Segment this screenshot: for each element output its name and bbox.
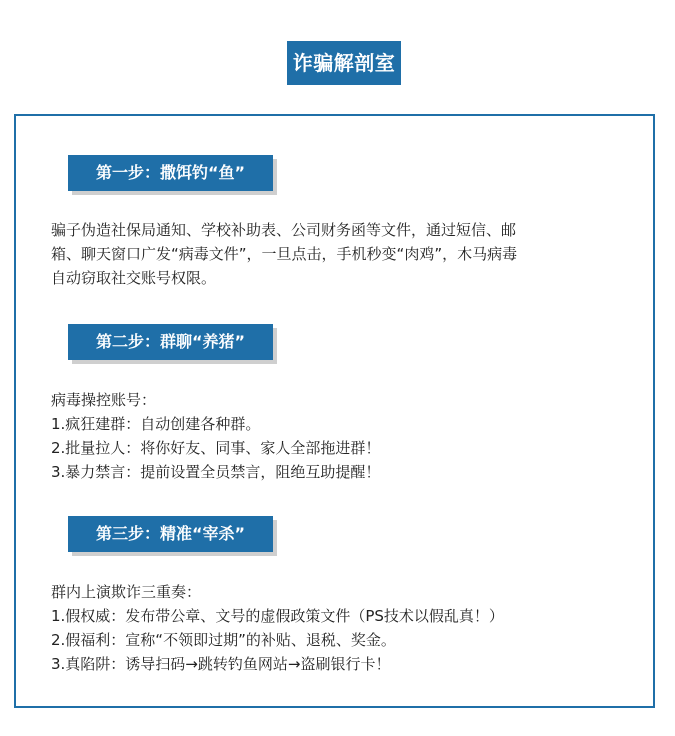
step-2-line-4: 3.暴力禁言：提前设置全员禁言，阻绝互助提醒！	[51, 463, 381, 481]
step-1-line-2: 箱、聊天窗口广发“病毒文件”，一旦点击，手机秒变“肉鸡”，木马病毒	[51, 245, 518, 263]
step-1-line-3: 自动窃取社交账号权限。	[51, 269, 217, 287]
step-3-line-2: 1.假权威：发布带公章、文号的虚假政策文件（PS技术以假乱真！）	[51, 607, 504, 625]
step-1-heading: 第一步：撒饵钓“鱼”	[68, 155, 273, 191]
step-3-line-1: 群内上演欺诈三重奏：	[51, 583, 202, 601]
step-2-body	[51, 388, 631, 484]
step-2-heading: 第二步：群聊“养猪”	[68, 324, 273, 360]
page-title: 诈骗解剖室	[287, 41, 401, 85]
step-1-line-1: 骗子伪造社保局通知、学校补助表、公司财务函等文件，通过短信、邮	[51, 221, 517, 239]
step-3-body	[51, 580, 631, 676]
step-3-line-3: 2.假福利：宣称“不领即过期”的补贴、退税、奖金。	[51, 631, 396, 649]
step-2-line-2: 1.疯狂建群：自动创建各种群。	[51, 415, 261, 433]
step-1-body	[51, 218, 631, 290]
step-2-line-1: 病毒操控账号：	[51, 391, 157, 409]
step-3-line-4: 3.真陷阱：诱导扫码→跳转钓鱼网站→盗刷银行卡！	[51, 655, 391, 673]
step-3-heading: 第三步：精准“宰杀”	[68, 516, 273, 552]
step-2-line-3: 2.批量拉人：将你好友、同事、家人全部拖进群！	[51, 439, 381, 457]
